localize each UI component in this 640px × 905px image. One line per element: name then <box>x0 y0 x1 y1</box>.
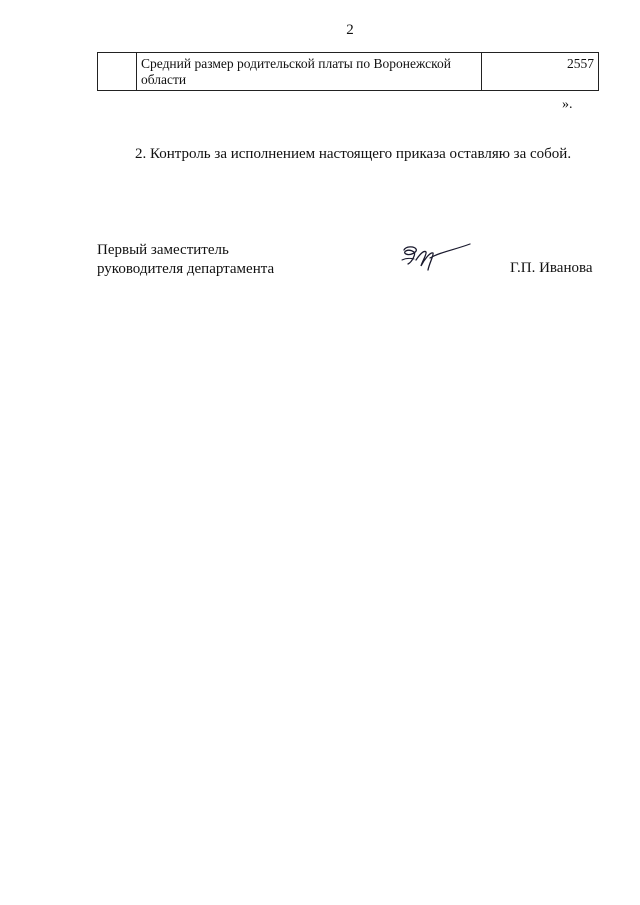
signature-icon <box>396 240 474 276</box>
table-cell-number <box>98 53 137 91</box>
page-number: 2 <box>346 22 354 38</box>
table-cell-value: 2557 <box>482 53 599 91</box>
signatory-name: Г.П. Иванова <box>510 260 593 276</box>
table-cell-description: Средний размер родительской платы по Воронежской области <box>137 53 482 91</box>
signatory-position-line2: руководителя департамента <box>97 261 275 277</box>
signatory-position-line1: Первый заместитель <box>97 242 229 258</box>
signatory-position <box>97 241 274 279</box>
closing-quote: ». <box>562 97 573 112</box>
paragraph-control-clause: 2. Контроль за исполнением настоящего приказа оставляю за собой. <box>135 146 572 162</box>
table-row <box>98 53 599 91</box>
rates-table <box>97 52 599 91</box>
rates-table-wrapper <box>97 52 599 91</box>
